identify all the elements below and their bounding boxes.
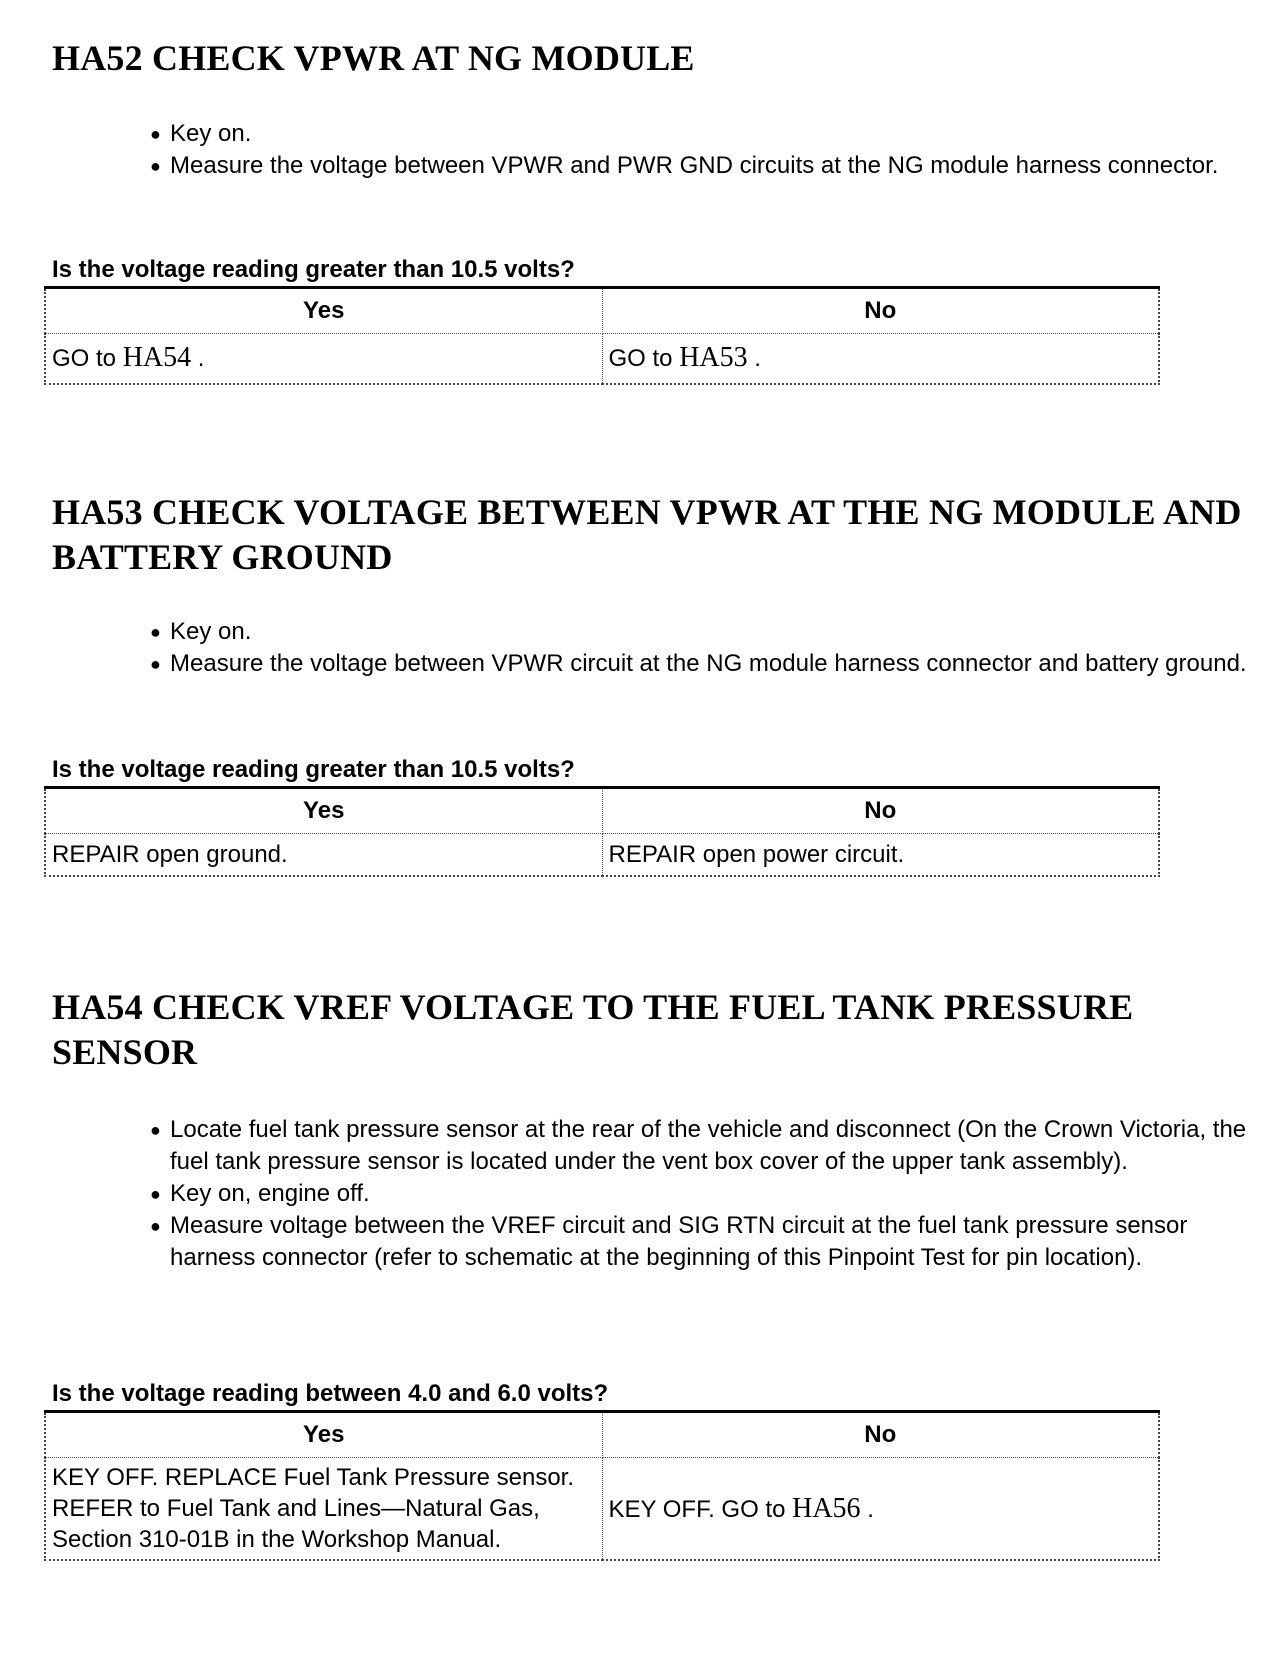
no-header: No: [602, 1412, 1159, 1458]
bullet-icon: ●: [150, 1216, 161, 1236]
step-list: [130, 118, 1250, 182]
question: Is the voltage reading between 4.0 and 6.0 volts?: [52, 1380, 609, 1407]
bullet-icon: ●: [150, 156, 161, 176]
table-header-row: [45, 1412, 1159, 1458]
yes-header: Yes: [45, 788, 602, 834]
answer-table: [44, 1410, 1160, 1561]
bullet-icon: ●: [150, 124, 161, 144]
list-item: ● Key on, engine off.: [150, 1178, 1250, 1210]
no-header: No: [602, 788, 1159, 834]
bullet-icon: ●: [150, 654, 161, 674]
ha56-link[interactable]: HA56: [792, 1492, 861, 1524]
yes-cell: KEY OFF. REPLACE Fuel Tank Pressure sensor. REFER to Fuel Tank and Lines—Natural Gas, Section 310-01B in the Workshop Manual.: [45, 1458, 602, 1561]
no-cell: REPAIR open power circuit.: [602, 834, 1159, 876]
step-title: HA52 CHECK VPWR AT NG MODULE: [52, 38, 695, 78]
answer-table: [44, 786, 1160, 877]
step-list: [130, 616, 1250, 680]
question: Is the voltage reading greater than 10.5 volts?: [52, 756, 575, 783]
table-header-row: [45, 288, 1159, 334]
table-row: [45, 1458, 1159, 1561]
table-header-row: [45, 788, 1159, 834]
no-cell: GO to HA53 .: [602, 334, 1159, 384]
answer-table: [44, 286, 1160, 385]
no-header: No: [602, 288, 1159, 334]
bullet-icon: ●: [150, 1184, 161, 1204]
list-item: ● Measure the voltage between VPWR and PWR GND circuits at the NG module harness connector.: [150, 150, 1250, 182]
list-item: ● Key on.: [150, 118, 1250, 150]
ha54-link[interactable]: HA54: [122, 342, 192, 374]
list-item: ● Key on.: [150, 616, 1250, 648]
step-list: [130, 1114, 1250, 1274]
table-row: [45, 334, 1159, 384]
question: Is the voltage reading greater than 10.5 volts?: [52, 256, 575, 283]
bullet-icon: ●: [150, 622, 161, 642]
list-item: ● Locate fuel tank pressure sensor at the rear of the vehicle and disconnect (On the Crown Victoria, the fuel tank pressure sensor is located under the vent box cover of the upper tank assembly).: [150, 1116, 1247, 1175]
step-title: HA53 CHECK VOLTAGE BETWEEN VPWR AT THE NG MODULE AND BATTERY GROUND: [52, 492, 1242, 577]
table-row: [45, 834, 1159, 876]
ha53-link[interactable]: HA53: [679, 342, 748, 374]
no-cell: KEY OFF. GO to HA56 .: [602, 1458, 1159, 1561]
list-item: ● Measure voltage between the VREF circuit and SIG RTN circuit at the fuel tank pressure sensor harness connector (refer to schematic at the beginning of this Pinpoint Test for pin location).: [150, 1212, 1188, 1271]
bullet-icon: ●: [150, 1120, 161, 1140]
step-title: HA54 CHECK VREF VOLTAGE TO THE FUEL TANK PRESSURE SENSOR: [52, 987, 1134, 1072]
list-item: ● Measure the voltage between VPWR circuit at the NG module harness connector and battery ground.: [150, 648, 1250, 680]
yes-cell: GO to HA54 .: [45, 334, 602, 384]
yes-cell: REPAIR open ground.: [45, 834, 602, 876]
yes-header: Yes: [45, 1412, 602, 1458]
yes-header: Yes: [45, 288, 602, 334]
